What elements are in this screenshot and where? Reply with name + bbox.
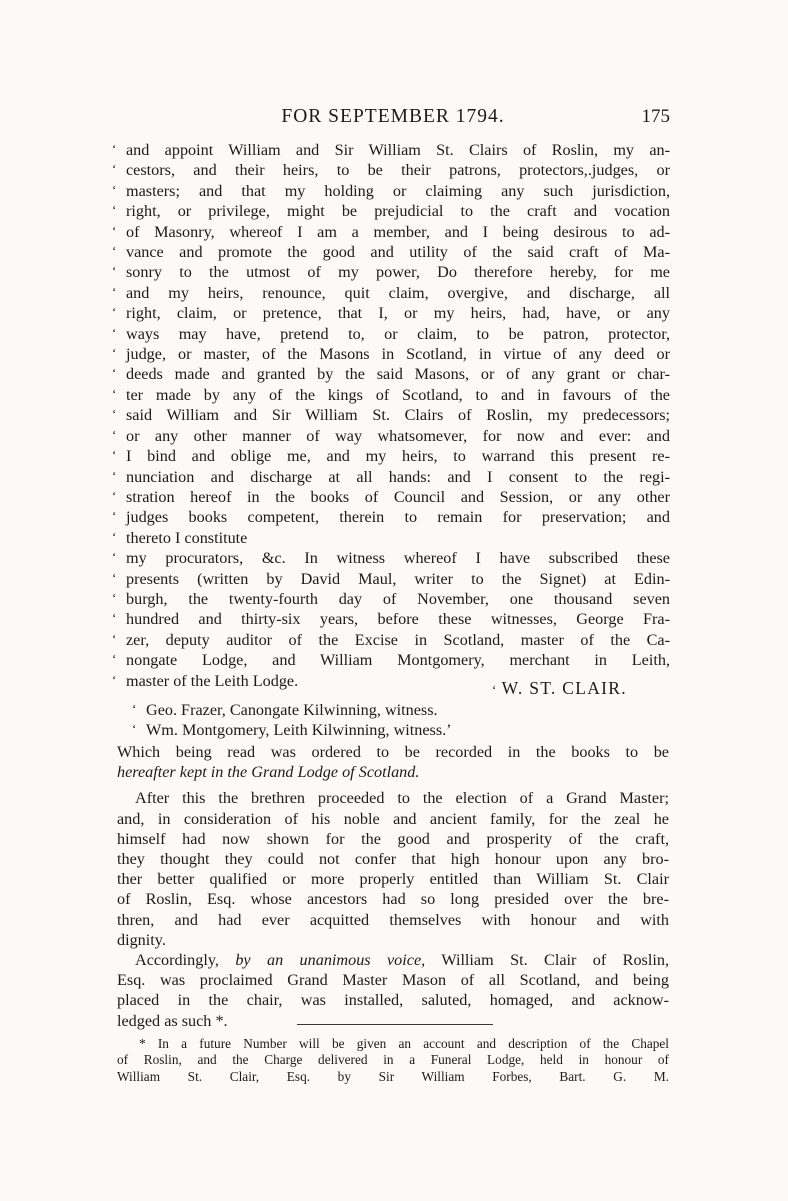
witness-line	[132, 700, 452, 720]
running-header	[117, 106, 669, 136]
quote-mark: ‘	[112, 202, 117, 218]
quote-line-text: and my heirs, renounce, quit claim, overgive, and discharge, all	[126, 283, 670, 302]
quote-line	[112, 405, 670, 425]
quote-mark: ‘	[112, 181, 117, 197]
quote-line	[112, 140, 670, 160]
quote-mark: ‘	[112, 447, 117, 463]
quote-line	[112, 548, 670, 568]
quote-line-text: nunciation and discharge at all hands: and I consent to the regi-	[126, 467, 670, 486]
text-line: Which being read was ordered to be recorded in the books to be	[117, 743, 669, 761]
quote-mark: ‘	[112, 630, 117, 646]
paragraph-recorded	[117, 742, 669, 782]
quote-line-text: thereto I constitute	[126, 528, 248, 547]
quote-line-text: masters; and that my holding or claiming any such jurisdiction,	[126, 181, 670, 200]
text-run: Accordingly,	[135, 951, 219, 970]
paragraph-proclamation	[117, 950, 669, 1031]
quote-line	[112, 324, 670, 344]
quoted-document	[112, 140, 670, 691]
quote-mark: ‘	[112, 508, 117, 524]
quote-mark: ‘	[112, 385, 117, 401]
quote-line-text: I bind and oblige me, and my heirs, to warrand this present re-	[126, 447, 670, 466]
quote-line	[112, 201, 670, 221]
quote-line	[112, 650, 670, 670]
quote-line	[112, 283, 670, 303]
quote-line	[112, 242, 670, 262]
quote-line	[112, 426, 670, 446]
paragraph-election	[117, 788, 669, 950]
text-line: ledged as such *.	[117, 1011, 228, 1030]
quote-line	[112, 364, 670, 384]
quote-mark: ‘	[112, 365, 117, 381]
quote-line-text: judge, or master, of the Masons in Scotland, in virtue of any deed or	[126, 345, 670, 364]
quote-mark: ‘	[112, 304, 117, 320]
quote-line-text: burgh, the twenty-fourth day of November, one thousand seven	[126, 589, 670, 608]
quote-mark: ‘	[112, 487, 117, 503]
quote-line	[112, 344, 670, 364]
text-line: of Roslin, Esq. whose ancestors had so long presided over the bre-	[117, 890, 669, 909]
quote-line	[112, 507, 670, 527]
text-line: Esq. was proclaimed Grand Master Mason of all Scotland, and being	[117, 971, 669, 990]
quote-mark: ‘	[112, 345, 117, 361]
running-title: FOR SEPTEMBER 1794.	[281, 106, 505, 127]
quote-mark: ‘	[132, 701, 137, 716]
quote-line-text: nongate Lodge, and William Montgomery, merchant in Leith,	[126, 651, 670, 670]
quote-line-text: or any other manner of way whatsomever, for now and ever: and	[126, 426, 670, 445]
quote-mark: ‘	[112, 569, 117, 585]
quote-line	[112, 262, 670, 282]
witness-text: Geo. Frazer, Canongate Kilwinning, witness.	[146, 701, 438, 719]
quote-mark: ‘	[492, 682, 498, 697]
quote-line	[112, 528, 670, 548]
quote-line-text: stration hereof in the books of Council and Session, or any other	[126, 487, 670, 506]
footnote-line: William St. Clair, Esq. by Sir William Forbes, Bart. G. M.	[117, 1068, 669, 1084]
quote-line-text: right, claim, or pretence, that I, or my heirs, had, have, or any	[126, 304, 670, 323]
quote-mark: ‘	[112, 263, 117, 279]
quote-line-text: ways may have, pretend to, or claim, to be patron, protector,	[126, 324, 670, 343]
footnote	[117, 1036, 669, 1085]
quote-mark: ‘	[112, 671, 117, 687]
quote-line-text: zer, deputy auditor of the Excise in Scotland, master of the Ca-	[126, 630, 670, 649]
quote-mark: ‘	[112, 141, 117, 156]
quote-line-text: my procurators, &c. In witness whereof I have subscribed these	[126, 549, 670, 568]
quote-line-text: said William and Sir William St. Clairs of Roslin, my predecessors;	[126, 406, 670, 425]
quote-line	[112, 303, 670, 323]
quote-line	[112, 609, 670, 629]
text-line: dignity.	[117, 930, 166, 949]
quote-mark: ‘	[112, 426, 117, 442]
body-text	[117, 742, 669, 1031]
quote-line	[112, 467, 670, 487]
signature	[492, 678, 627, 699]
text-line: they thought they could not confer that high honour upon any bro-	[117, 850, 669, 869]
quote-line-text: master of the Leith Lodge.	[126, 671, 299, 690]
quote-mark: ‘	[112, 589, 117, 605]
text-line: After this the brethren proceeded to the election of a Grand Master;	[135, 789, 669, 808]
page-number: 175	[641, 106, 670, 127]
quote-line	[112, 589, 670, 609]
text-line	[117, 762, 669, 782]
quote-mark: ‘	[112, 651, 117, 667]
italic-phrase: by an unanimous voice,	[235, 951, 426, 970]
quote-line-text: sonry to the utmost of my power, Do therefore hereby, for me	[126, 263, 670, 282]
quote-line	[112, 181, 670, 201]
quote-mark: ‘	[112, 610, 117, 626]
quote-line-text: vance and promote the good and utility of the said craft of Ma-	[126, 243, 670, 262]
quote-line-text: deeds made and granted by the said Masons, or of any grant or char-	[126, 365, 670, 384]
quote-line	[112, 385, 670, 405]
quote-line-text: cestors, and their heirs, to be their patrons, protectors,.judges, or	[126, 161, 670, 180]
quote-line	[112, 569, 670, 589]
quote-line-text: of Masonry, whereof I am a member, and I being desirous to ad-	[126, 222, 670, 241]
text-line: and, in consideration of his noble and ancient family, for the zeal he	[117, 809, 669, 828]
quote-line	[112, 222, 670, 242]
quote-mark: ‘	[112, 222, 117, 238]
quote-line-text: hundred and thirty-six years, before these witnesses, George Fra-	[126, 610, 670, 629]
signature-text: W. ST. CLAIR.	[501, 678, 627, 698]
quote-mark: ‘	[112, 467, 117, 483]
text-line	[117, 950, 669, 970]
quote-line-text: presents (written by David Maul, writer to the Signet) at Edin-	[126, 569, 670, 588]
italic-phrase: hereafter kept in the Grand Lodge of Scotland.	[117, 763, 420, 782]
quote-mark: ‘	[112, 324, 117, 340]
witness-line	[132, 720, 452, 740]
quote-line-text: judges books competent, therein to remain for preservation; and	[126, 508, 670, 527]
quote-line-text: ter made by any of the kings of Scotland, to and in favours of the	[126, 385, 670, 404]
quote-line	[112, 630, 670, 650]
quote-line	[112, 446, 670, 466]
text-line: thren, and had ever acquitted themselves with honour and with	[117, 910, 669, 929]
text-line: ther better qualified or more properly entitled than William St. Clair	[117, 870, 669, 889]
witness-text: Wm. Montgomery, Leith Kilwinning, witness.’	[146, 721, 452, 740]
footnote-rule	[297, 1024, 493, 1025]
footnote-line: of Roslin, and the Charge delivered in a Funeral Lodge, held in honour of	[117, 1052, 669, 1068]
quote-mark: ‘	[112, 161, 117, 177]
quote-mark: ‘	[132, 721, 137, 737]
quote-mark: ‘	[112, 528, 117, 544]
text-line: placed in the chair, was installed, saluted, homaged, and acknow-	[117, 991, 669, 1010]
quote-mark: ‘	[112, 406, 117, 422]
text-run: William St. Clair of Roslin,	[441, 951, 669, 970]
quote-mark: ‘	[112, 243, 117, 259]
quote-mark: ‘	[112, 549, 117, 565]
footnote-line: * In a future Number will be given an account and description of the Chapel	[139, 1036, 669, 1051]
text-line: himself had now shown for the good and prosperity of the craft,	[117, 829, 669, 848]
quote-line	[112, 487, 670, 507]
quote-line-text: right, or privilege, might be prejudicial to the craft and vocation	[126, 202, 670, 221]
quote-line	[112, 160, 670, 180]
witness-list	[132, 700, 452, 741]
quote-mark: ‘	[112, 283, 117, 299]
quote-line-text: and appoint William and Sir William St. Clairs of Roslin, my an-	[126, 141, 670, 159]
